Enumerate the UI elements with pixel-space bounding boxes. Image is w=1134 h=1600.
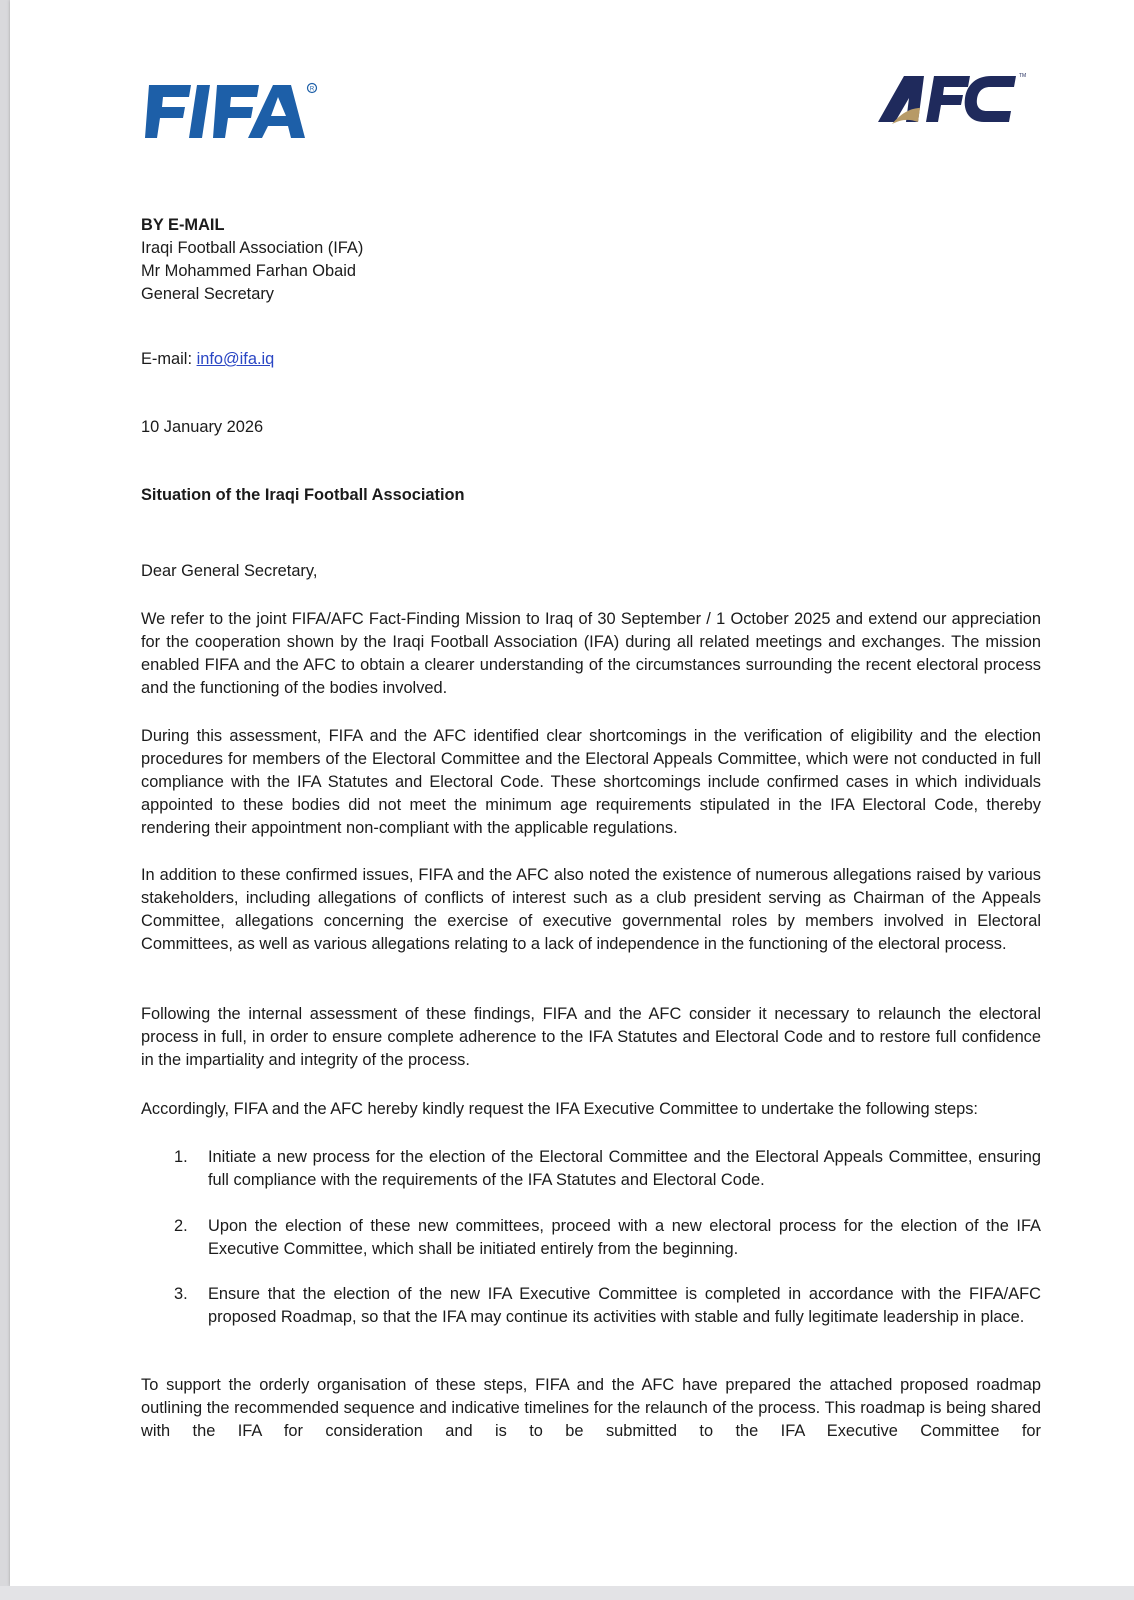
email-line <box>141 348 1041 371</box>
letter-page <box>10 0 1134 1586</box>
salutation: Dear General Secretary, <box>141 562 318 580</box>
body-paragraph: Accordingly, FIFA and the AFC hereby kindly request the IFA Executive Committee to undertake the following steps: <box>141 1100 978 1118</box>
list-text: Ensure that the election of the new IFA Executive Committee is completed in accordance with the FIFA/AFC proposed Roadmap, so that the IFA may continue its activities with stable and fully legitimate leadership in place. <box>208 1285 1041 1326</box>
addressee-organisation: Iraqi Football Association (IFA) <box>141 239 364 257</box>
afc-logo-graphic <box>878 68 1038 132</box>
body-paragraph: During this assessment, FIFA and the AFC identified clear shortcomings in the verification of eligibility and the election procedures for members of the Electoral Committee and the Electoral Appeals Committee, which were not conducted in full compliance with the IFA Statutes and Electoral Code. These shortcomings include confirmed cases in which individuals appointed to these bodies did not meet the minimum age requirements stipulated in the IFA Electoral Code, thereby rendering their appointment non-compliant with the applicable regulations. <box>141 727 1041 837</box>
letter-subject: Situation of the Iraqi Football Association <box>141 486 465 504</box>
list-number: 3. <box>174 1285 188 1303</box>
fifa-logo <box>145 79 325 143</box>
list-item <box>141 1283 1041 1329</box>
list-number: 1. <box>174 1148 188 1166</box>
email-label: E-mail: <box>141 350 192 368</box>
letter-date: 10 January 2026 <box>141 418 264 436</box>
list-item <box>141 1215 1041 1261</box>
list-item <box>141 1146 1041 1192</box>
viewer-background <box>0 1586 1134 1600</box>
svg-text:TM: TM <box>1019 73 1027 79</box>
addressee-block <box>141 214 1041 306</box>
body-paragraph: Following the internal assessment of these findings, FIFA and the AFC consider it necessary to relaunch the electoral process in full, in order to ensure complete adherence to the IFA Statutes and Electoral Code and to restore full confidence in the impartiality and integrity of the process. <box>141 1005 1041 1069</box>
list-text: Upon the election of these new committees, proceed with a new electoral process for the election of the IFA Executive Committee, which shall be initiated entirely from the beginning. <box>208 1217 1041 1258</box>
list-text: Initiate a new process for the election of the Electoral Committee and the Electoral Appeals Committee, ensuring full compliance with the requirements of the IFA Statutes and Electoral Code. <box>208 1148 1041 1189</box>
addressee-position: General Secretary <box>141 285 275 303</box>
body-paragraph: We refer to the joint FIFA/AFC Fact-Finding Mission to Iraq of 30 September / 1 October 2025 and extend our appreciation for the cooperation shown by the Iraqi Football Association (IFA) during all related meetings and exchanges. The mission enabled FIFA and the AFC to obtain a clearer understanding of the circumstances surrounding the recent electoral process and the functioning of the bodies involved. <box>141 610 1041 697</box>
email-link[interactable]: info@ifa.iq <box>196 350 275 368</box>
svg-text:R: R <box>309 86 315 93</box>
body-paragraph: In addition to these confirmed issues, FIFA and the AFC also noted the existence of numerous allegations raised by various stakeholders, including allegations of conflicts of interest such as a club president serving as Chairman of the Appeals Committee, allegations concerning the exercise of executive governmental roles by members involved in Electoral Committees, as well as various allegations relating to a lack of independence in the functioning of the electoral process. <box>141 866 1041 953</box>
fifa-logo-graphic <box>145 79 325 143</box>
delivery-method: BY E-MAIL <box>141 216 225 234</box>
closing-paragraph: To support the orderly organisation of these steps, FIFA and the AFC have prepared the attached proposed roadmap outlining the recommended sequence and indicative timelines for the relaunch of the process. This roadmap is being shared with the IFA for consideration and is to be submitted to the IFA Executive Committee for <box>141 1376 1041 1440</box>
afc-logo <box>878 68 1038 132</box>
list-number: 2. <box>174 1217 188 1235</box>
addressee-name: Mr Mohammed Farhan Obaid <box>141 262 356 280</box>
